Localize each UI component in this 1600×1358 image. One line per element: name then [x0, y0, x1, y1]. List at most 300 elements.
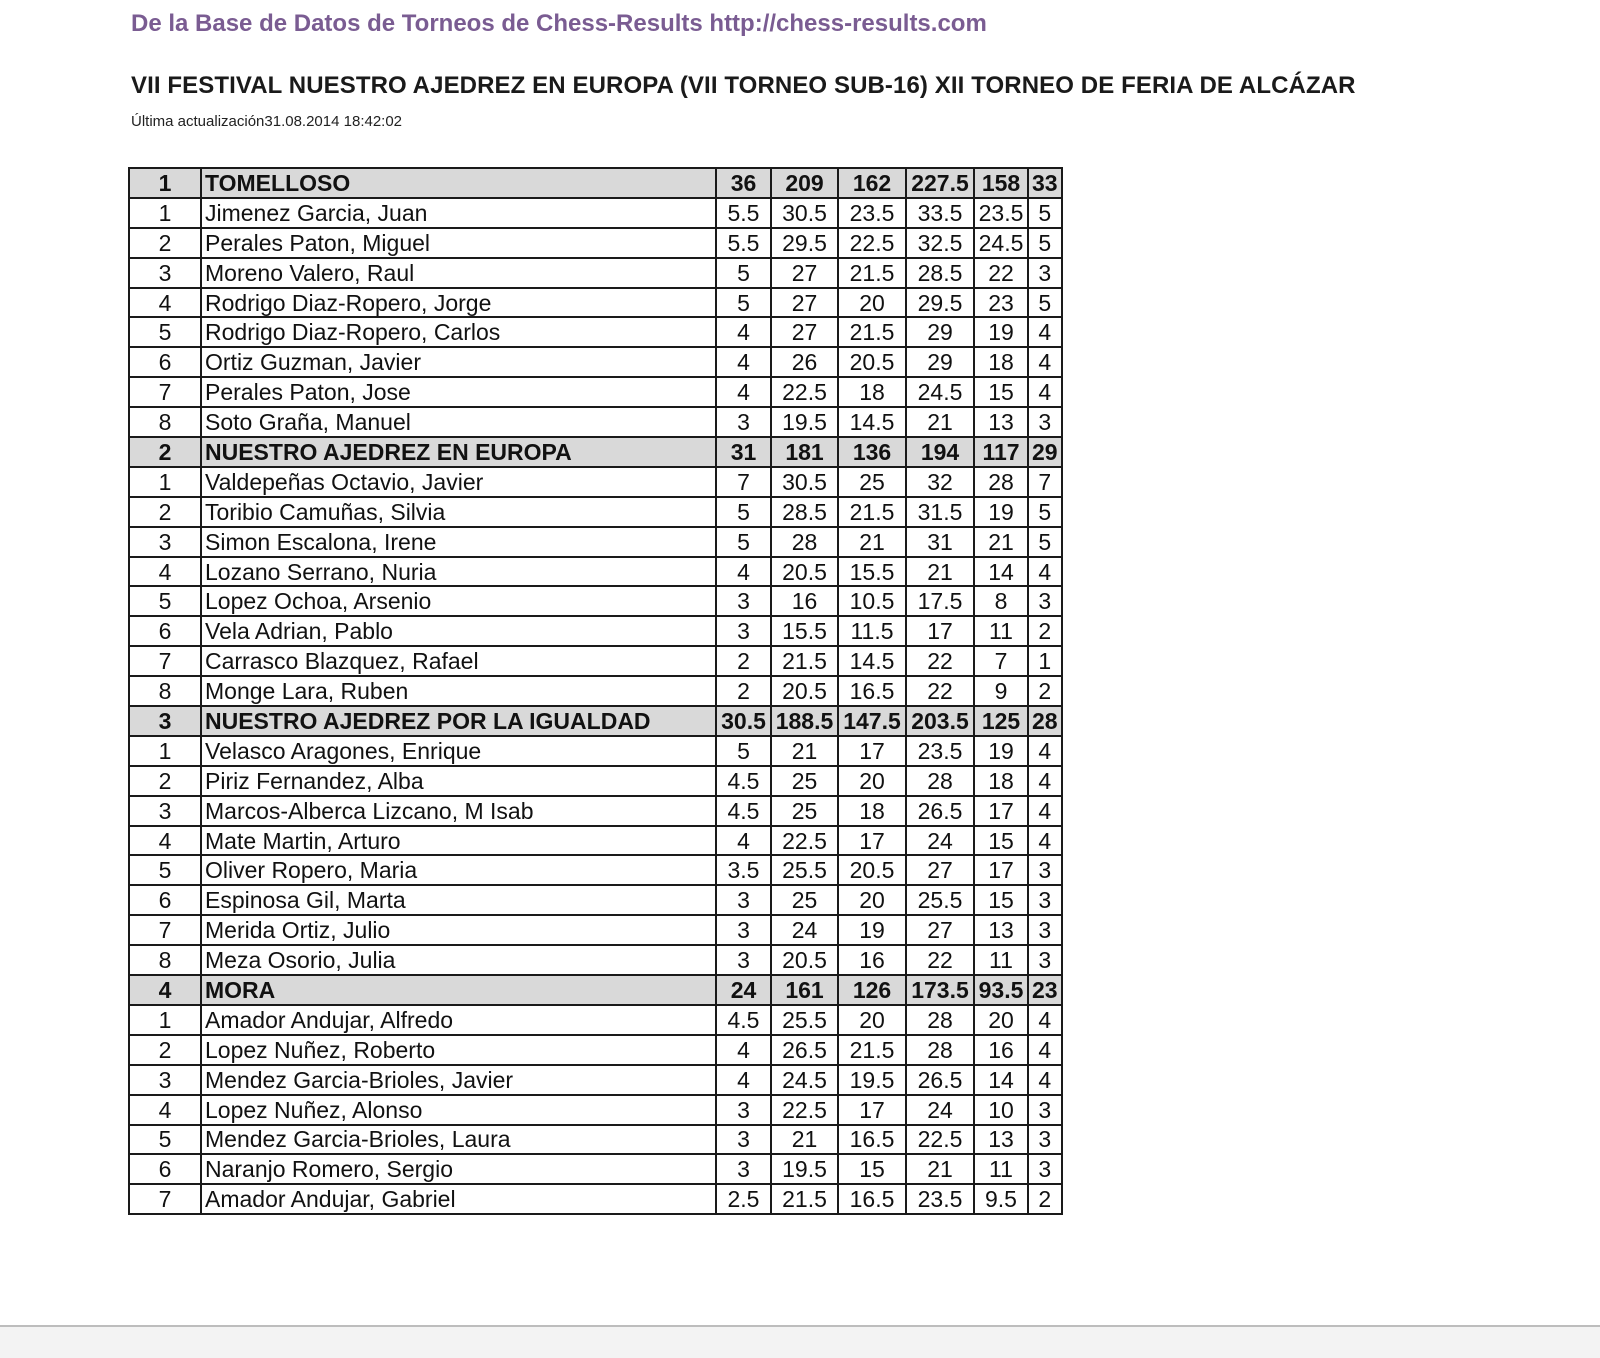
player-score-cell: 33.5 [906, 198, 974, 228]
team-score-cell: 147.5 [838, 706, 906, 736]
player-score-cell: 21 [906, 557, 974, 587]
player-score-cell: 3 [1028, 407, 1062, 437]
team-score-cell: 173.5 [906, 975, 974, 1005]
team-score-cell: 31 [716, 437, 771, 467]
player-row [129, 1184, 1062, 1214]
player-score-cell: 23.5 [838, 198, 906, 228]
player-score-cell: 3 [716, 407, 771, 437]
player-board: 2 [129, 228, 201, 258]
player-score-cell: 27 [906, 855, 974, 885]
player-name: Jimenez Garcia, Juan [201, 198, 716, 228]
player-score-cell: 22.5 [906, 1125, 974, 1155]
player-row [129, 1005, 1062, 1035]
player-board: 5 [129, 317, 201, 347]
player-score-cell: 24.5 [974, 228, 1028, 258]
player-score-cell: 25 [838, 467, 906, 497]
player-score-cell: 21.5 [771, 646, 838, 676]
player-score-cell: 24 [906, 826, 974, 856]
team-score-cell: 209 [771, 168, 838, 198]
player-score-cell: 15.5 [771, 616, 838, 646]
player-board: 6 [129, 1154, 201, 1184]
player-row [129, 347, 1062, 377]
player-score-cell: 21 [838, 527, 906, 557]
player-score-cell: 3 [716, 885, 771, 915]
player-score-cell: 31 [906, 527, 974, 557]
player-score-cell: 20.5 [838, 855, 906, 885]
player-score-cell: 26 [771, 347, 838, 377]
player-score-cell: 5.5 [716, 228, 771, 258]
player-score-cell: 2 [1028, 616, 1062, 646]
team-row [129, 706, 1062, 736]
player-score-cell: 7 [716, 467, 771, 497]
player-score-cell: 5 [1028, 497, 1062, 527]
player-score-cell: 16 [771, 586, 838, 616]
player-score-cell: 5 [716, 497, 771, 527]
player-board: 4 [129, 288, 201, 318]
player-score-cell: 20.5 [771, 557, 838, 587]
player-score-cell: 21.5 [838, 317, 906, 347]
player-score-cell: 20 [974, 1005, 1028, 1035]
player-row [129, 885, 1062, 915]
team-name: MORA [201, 975, 716, 1005]
team-score-cell: 30.5 [716, 706, 771, 736]
player-score-cell: 23.5 [906, 736, 974, 766]
player-score-cell: 28.5 [906, 258, 974, 288]
player-score-cell: 3 [1028, 1125, 1062, 1155]
player-score-cell: 21 [906, 1154, 974, 1184]
player-name: Meza Osorio, Julia [201, 945, 716, 975]
player-board: 1 [129, 736, 201, 766]
team-rank: 4 [129, 975, 201, 1005]
player-score-cell: 27 [771, 288, 838, 318]
player-score-cell: 4.5 [716, 766, 771, 796]
player-score-cell: 26.5 [906, 796, 974, 826]
player-score-cell: 17 [974, 855, 1028, 885]
player-score-cell: 3 [1028, 1095, 1062, 1125]
player-board: 5 [129, 586, 201, 616]
player-score-cell: 20 [838, 1005, 906, 1035]
player-score-cell: 2 [716, 676, 771, 706]
team-score-cell: 23 [1028, 975, 1062, 1005]
player-board: 6 [129, 347, 201, 377]
player-score-cell: 22 [906, 945, 974, 975]
player-score-cell: 11 [974, 1154, 1028, 1184]
player-row [129, 288, 1062, 318]
player-score-cell: 22.5 [771, 1095, 838, 1125]
player-score-cell: 17 [906, 616, 974, 646]
player-board: 1 [129, 1005, 201, 1035]
player-score-cell: 4 [716, 317, 771, 347]
player-row [129, 945, 1062, 975]
player-score-cell: 21.5 [838, 258, 906, 288]
player-name: Perales Paton, Miguel [201, 228, 716, 258]
player-score-cell: 19.5 [771, 407, 838, 437]
player-score-cell: 27 [771, 317, 838, 347]
player-score-cell: 4 [1028, 1035, 1062, 1065]
player-score-cell: 5 [716, 527, 771, 557]
player-board: 3 [129, 1065, 201, 1095]
player-score-cell: 15 [974, 885, 1028, 915]
player-score-cell: 4 [1028, 796, 1062, 826]
player-row [129, 557, 1062, 587]
player-score-cell: 3 [716, 945, 771, 975]
team-score-cell: 181 [771, 437, 838, 467]
player-score-cell: 9 [974, 676, 1028, 706]
team-row [129, 975, 1062, 1005]
player-score-cell: 3 [1028, 885, 1062, 915]
player-score-cell: 22.5 [771, 377, 838, 407]
team-score-cell: 28 [1028, 706, 1062, 736]
player-score-cell: 28 [771, 527, 838, 557]
player-score-cell: 19 [974, 497, 1028, 527]
player-name: Carrasco Blazquez, Rafael [201, 646, 716, 676]
player-score-cell: 15 [838, 1154, 906, 1184]
player-score-cell: 18 [838, 377, 906, 407]
player-score-cell: 4 [1028, 736, 1062, 766]
team-score-cell: 227.5 [906, 168, 974, 198]
player-name: Ortiz Guzman, Javier [201, 347, 716, 377]
player-score-cell: 26.5 [906, 1065, 974, 1095]
player-score-cell: 17.5 [906, 586, 974, 616]
player-row [129, 676, 1062, 706]
player-score-cell: 22 [974, 258, 1028, 288]
player-score-cell: 3 [1028, 1154, 1062, 1184]
player-row [129, 736, 1062, 766]
player-score-cell: 25 [771, 796, 838, 826]
team-row [129, 437, 1062, 467]
player-row [129, 1035, 1062, 1065]
player-score-cell: 11.5 [838, 616, 906, 646]
player-score-cell: 4 [1028, 347, 1062, 377]
player-score-cell: 24 [906, 1095, 974, 1125]
team-score-cell: 117 [974, 437, 1028, 467]
player-name: Lopez Nuñez, Alonso [201, 1095, 716, 1125]
player-board: 6 [129, 616, 201, 646]
player-name: Marcos-Alberca Lizcano, M Isab [201, 796, 716, 826]
player-score-cell: 25 [771, 885, 838, 915]
team-score-cell: 24 [716, 975, 771, 1005]
player-board: 5 [129, 1125, 201, 1155]
player-score-cell: 5.5 [716, 198, 771, 228]
player-board: 4 [129, 826, 201, 856]
team-score-cell: 194 [906, 437, 974, 467]
player-name: Espinosa Gil, Marta [201, 885, 716, 915]
player-score-cell: 11 [974, 945, 1028, 975]
team-score-cell: 29 [1028, 437, 1062, 467]
player-name: Monge Lara, Ruben [201, 676, 716, 706]
player-score-cell: 4 [1028, 1065, 1062, 1095]
player-row [129, 1125, 1062, 1155]
player-score-cell: 4 [716, 1065, 771, 1095]
player-score-cell: 4 [1028, 826, 1062, 856]
page-edge [0, 1325, 1600, 1358]
player-score-cell: 19.5 [771, 1154, 838, 1184]
player-score-cell: 25.5 [771, 1005, 838, 1035]
player-score-cell: 21.5 [838, 1035, 906, 1065]
team-score-cell: 126 [838, 975, 906, 1005]
player-score-cell: 18 [974, 766, 1028, 796]
player-score-cell: 27 [906, 915, 974, 945]
player-board: 2 [129, 497, 201, 527]
player-score-cell: 4 [716, 557, 771, 587]
team-row [129, 168, 1062, 198]
player-name: Lopez Ochoa, Arsenio [201, 586, 716, 616]
player-board: 5 [129, 855, 201, 885]
team-score-cell: 93.5 [974, 975, 1028, 1005]
team-name: NUESTRO AJEDREZ EN EUROPA [201, 437, 716, 467]
player-score-cell: 29 [906, 317, 974, 347]
player-score-cell: 7 [974, 646, 1028, 676]
player-score-cell: 9.5 [974, 1184, 1028, 1214]
standings-body [129, 168, 1062, 1214]
player-row [129, 1095, 1062, 1125]
player-row [129, 317, 1062, 347]
player-row [129, 1154, 1062, 1184]
player-score-cell: 4 [1028, 317, 1062, 347]
player-score-cell: 18 [974, 347, 1028, 377]
team-score-cell: 136 [838, 437, 906, 467]
player-score-cell: 21 [771, 1125, 838, 1155]
player-row [129, 796, 1062, 826]
team-score-cell: 162 [838, 168, 906, 198]
player-name: Mendez Garcia-Brioles, Javier [201, 1065, 716, 1095]
player-row [129, 855, 1062, 885]
player-score-cell: 3 [1028, 915, 1062, 945]
player-score-cell: 3 [716, 616, 771, 646]
player-score-cell: 3 [1028, 855, 1062, 885]
player-board: 4 [129, 1095, 201, 1125]
player-score-cell: 20.5 [771, 676, 838, 706]
team-name: NUESTRO AJEDREZ POR LA IGUALDAD [201, 706, 716, 736]
player-score-cell: 16.5 [838, 676, 906, 706]
player-score-cell: 11 [974, 616, 1028, 646]
player-score-cell: 3 [716, 1095, 771, 1125]
player-score-cell: 31.5 [906, 497, 974, 527]
player-row [129, 826, 1062, 856]
player-score-cell: 3 [716, 586, 771, 616]
player-row [129, 616, 1062, 646]
player-row [129, 467, 1062, 497]
player-score-cell: 28 [906, 766, 974, 796]
player-score-cell: 4.5 [716, 796, 771, 826]
player-score-cell: 13 [974, 407, 1028, 437]
player-score-cell: 26.5 [771, 1035, 838, 1065]
player-score-cell: 22.5 [771, 826, 838, 856]
player-name: Amador Andujar, Alfredo [201, 1005, 716, 1035]
player-score-cell: 14 [974, 557, 1028, 587]
player-name: Merida Ortiz, Julio [201, 915, 716, 945]
player-score-cell: 20.5 [838, 347, 906, 377]
player-score-cell: 24.5 [906, 377, 974, 407]
player-score-cell: 4.5 [716, 1005, 771, 1035]
player-row [129, 228, 1062, 258]
player-score-cell: 4 [1028, 1005, 1062, 1035]
player-score-cell: 32.5 [906, 228, 974, 258]
player-board: 7 [129, 915, 201, 945]
player-score-cell: 20 [838, 885, 906, 915]
player-score-cell: 20 [838, 766, 906, 796]
player-board: 3 [129, 258, 201, 288]
player-score-cell: 21 [771, 736, 838, 766]
player-score-cell: 29 [906, 347, 974, 377]
player-score-cell: 19 [974, 736, 1028, 766]
player-score-cell: 4 [1028, 557, 1062, 587]
player-score-cell: 3 [1028, 258, 1062, 288]
player-name: Vela Adrian, Pablo [201, 616, 716, 646]
player-score-cell: 30.5 [771, 198, 838, 228]
player-score-cell: 32 [906, 467, 974, 497]
player-name: Amador Andujar, Gabriel [201, 1184, 716, 1214]
team-score-cell: 161 [771, 975, 838, 1005]
player-score-cell: 5 [1028, 288, 1062, 318]
player-score-cell: 8 [974, 586, 1028, 616]
player-row [129, 407, 1062, 437]
player-score-cell: 5 [1028, 228, 1062, 258]
player-score-cell: 29.5 [906, 288, 974, 318]
player-name: Lozano Serrano, Nuria [201, 557, 716, 587]
player-score-cell: 21.5 [838, 497, 906, 527]
player-board: 8 [129, 676, 201, 706]
player-score-cell: 21 [974, 527, 1028, 557]
player-score-cell: 24 [771, 915, 838, 945]
player-row [129, 586, 1062, 616]
player-score-cell: 19 [838, 915, 906, 945]
player-score-cell: 23 [974, 288, 1028, 318]
player-score-cell: 5 [1028, 198, 1062, 228]
player-score-cell: 3 [1028, 586, 1062, 616]
team-score-cell: 125 [974, 706, 1028, 736]
player-name: Soto Graña, Manuel [201, 407, 716, 437]
team-score-cell: 203.5 [906, 706, 974, 736]
player-name: Rodrigo Diaz-Ropero, Carlos [201, 317, 716, 347]
player-row [129, 377, 1062, 407]
player-score-cell: 13 [974, 915, 1028, 945]
player-score-cell: 16 [838, 945, 906, 975]
player-name: Velasco Aragones, Enrique [201, 736, 716, 766]
player-score-cell: 15 [974, 377, 1028, 407]
team-score-cell: 33 [1028, 168, 1062, 198]
player-board: 2 [129, 766, 201, 796]
player-score-cell: 17 [838, 736, 906, 766]
player-score-cell: 30.5 [771, 467, 838, 497]
player-score-cell: 14 [974, 1065, 1028, 1095]
player-row [129, 1065, 1062, 1095]
player-score-cell: 18 [838, 796, 906, 826]
player-score-cell: 22 [906, 676, 974, 706]
player-score-cell: 3.5 [716, 855, 771, 885]
source-header: De la Base de Datos de Torneos de Chess-Results http://chess-results.com [131, 10, 987, 37]
tournament-title: VII FESTIVAL NUESTRO AJEDREZ EN EUROPA (VII TORNEO SUB-16) XII TORNEO DE FERIA DE ALCÁZAR [131, 72, 1356, 99]
player-score-cell: 4 [716, 377, 771, 407]
last-updated: Última actualización31.08.2014 18:42:02 [131, 113, 403, 130]
player-score-cell: 23.5 [906, 1184, 974, 1214]
player-score-cell: 27 [771, 258, 838, 288]
player-score-cell: 14.5 [838, 646, 906, 676]
player-score-cell: 4 [716, 347, 771, 377]
player-score-cell: 29.5 [771, 228, 838, 258]
player-row [129, 915, 1062, 945]
player-board: 3 [129, 796, 201, 826]
player-score-cell: 16 [974, 1035, 1028, 1065]
player-score-cell: 5 [716, 288, 771, 318]
player-score-cell: 28 [974, 467, 1028, 497]
player-score-cell: 3 [1028, 945, 1062, 975]
player-name: Valdepeñas Octavio, Javier [201, 467, 716, 497]
team-score-cell: 158 [974, 168, 1028, 198]
player-score-cell: 28.5 [771, 497, 838, 527]
player-score-cell: 3 [716, 915, 771, 945]
player-row [129, 527, 1062, 557]
player-board: 1 [129, 467, 201, 497]
player-score-cell: 4 [1028, 377, 1062, 407]
player-score-cell: 7 [1028, 467, 1062, 497]
player-score-cell: 5 [716, 258, 771, 288]
team-rank: 2 [129, 437, 201, 467]
player-score-cell: 2 [1028, 1184, 1062, 1214]
team-score-cell: 188.5 [771, 706, 838, 736]
player-name: Moreno Valero, Raul [201, 258, 716, 288]
player-score-cell: 10.5 [838, 586, 906, 616]
player-score-cell: 16.5 [838, 1125, 906, 1155]
player-board: 2 [129, 1035, 201, 1065]
player-name: Simon Escalona, Irene [201, 527, 716, 557]
player-board: 7 [129, 377, 201, 407]
player-score-cell: 25.5 [906, 885, 974, 915]
player-row [129, 497, 1062, 527]
player-name: Naranjo Romero, Sergio [201, 1154, 716, 1184]
player-name: Piriz Fernandez, Alba [201, 766, 716, 796]
player-score-cell: 22.5 [838, 228, 906, 258]
player-score-cell: 5 [1028, 527, 1062, 557]
player-score-cell: 2 [1028, 676, 1062, 706]
player-score-cell: 14.5 [838, 407, 906, 437]
player-board: 8 [129, 945, 201, 975]
player-score-cell: 21.5 [771, 1184, 838, 1214]
player-score-cell: 23.5 [974, 198, 1028, 228]
player-name: Toribio Camuñas, Silvia [201, 497, 716, 527]
player-score-cell: 19 [974, 317, 1028, 347]
team-name: TOMELLOSO [201, 168, 716, 198]
player-name: Perales Paton, Jose [201, 377, 716, 407]
standings-table [128, 167, 1063, 1215]
player-score-cell: 10 [974, 1095, 1028, 1125]
player-row [129, 198, 1062, 228]
player-score-cell: 15.5 [838, 557, 906, 587]
player-name: Mate Martin, Arturo [201, 826, 716, 856]
player-score-cell: 4 [716, 826, 771, 856]
player-row [129, 646, 1062, 676]
player-score-cell: 16.5 [838, 1184, 906, 1214]
player-score-cell: 20 [838, 288, 906, 318]
player-score-cell: 3 [716, 1125, 771, 1155]
player-name: Lopez Nuñez, Roberto [201, 1035, 716, 1065]
player-score-cell: 17 [974, 796, 1028, 826]
player-board: 7 [129, 1184, 201, 1214]
player-score-cell: 25.5 [771, 855, 838, 885]
player-board: 4 [129, 557, 201, 587]
player-score-cell: 2.5 [716, 1184, 771, 1214]
player-score-cell: 25 [771, 766, 838, 796]
player-board: 6 [129, 885, 201, 915]
player-board: 7 [129, 646, 201, 676]
player-score-cell: 2 [716, 646, 771, 676]
player-score-cell: 24.5 [771, 1065, 838, 1095]
player-score-cell: 4 [1028, 766, 1062, 796]
player-name: Rodrigo Diaz-Ropero, Jorge [201, 288, 716, 318]
player-score-cell: 5 [716, 736, 771, 766]
player-row [129, 766, 1062, 796]
player-row [129, 258, 1062, 288]
